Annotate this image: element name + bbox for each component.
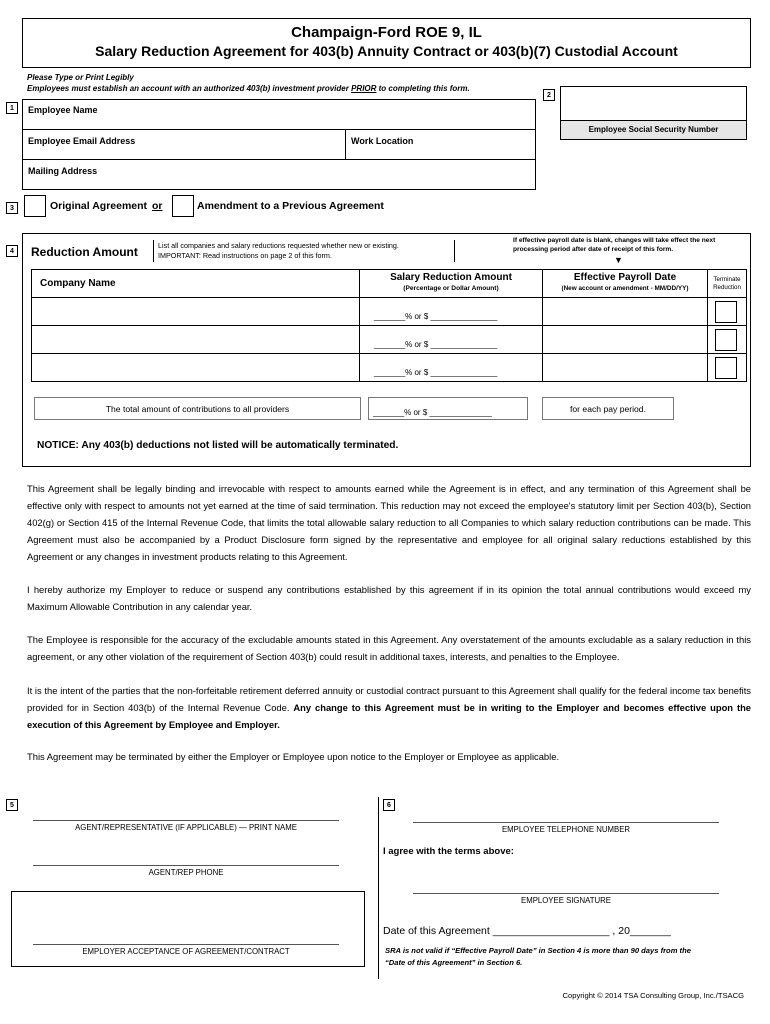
section-4-number: 4 — [6, 245, 18, 257]
agree-terms-label: I agree with the terms above: — [383, 846, 514, 857]
terminate-cell-2 — [707, 325, 747, 354]
terminate-cell-1 — [707, 297, 747, 326]
work-location-label: Work Location — [351, 136, 414, 146]
provider-note-c: to completing this form. — [376, 84, 470, 93]
section-1-number: 1 — [6, 102, 18, 114]
per-pay-period-label: for each pay period. — [570, 404, 646, 414]
employer-acceptance-line — [33, 944, 339, 945]
agreement-date-field[interactable]: Date of this Agreement ____________________ , 20_______ — [383, 925, 671, 937]
terminate-cell-3 — [707, 353, 747, 382]
intent-bold-text: Any change to this Agreement must be in writing to the Employer and becomes effective upon the execution of this Agreement by Employee and Employer. — [27, 702, 752, 730]
salary-fill-2: _______% or $ _______________ — [374, 340, 498, 349]
total-contributions-label: The total amount of contributions to all providers — [105, 404, 290, 414]
terminate-checkbox-1[interactable] — [715, 301, 737, 323]
provider-note-a: Employees must establish an account with an authorized 403(b) investment provider — [27, 84, 352, 93]
total-fill: _______% or $ ______________ — [373, 408, 492, 417]
intent-paragraph — [27, 682, 751, 733]
sra-validity-note-line1: SRA is not valid if “Effective Payroll Date” in Section 4 is more than 90 days from the — [385, 946, 691, 955]
col-company-label: Company Name — [40, 278, 116, 289]
payroll-date-input-3[interactable] — [542, 353, 708, 382]
reduction-amount-title: Reduction Amount — [31, 245, 138, 259]
employee-signature-line[interactable] — [413, 893, 719, 894]
section-3-number: 3 — [6, 202, 18, 214]
provider-note — [27, 84, 470, 93]
intent-text: It is the intent of the parties that the non-forfeitable retirement deferred annuity or custodial contract pursuant to this Agreement shall qualify for the federal income tax benefits provided for in Section 403(b) of the Internal Revenue Code. — [27, 685, 751, 713]
mailing-address-label: Mailing Address — [28, 166, 98, 176]
company-name-input-2[interactable] — [31, 325, 360, 354]
employee-phone-caption: EMPLOYEE TELEPHONE NUMBER — [501, 825, 631, 834]
bracket-line1: List all companies and salary reductions requested whether new or existing. — [158, 241, 399, 250]
agent-phone-line — [33, 865, 339, 866]
ssn-field[interactable] — [560, 86, 747, 121]
col-term-label2: Reduction — [713, 284, 741, 291]
per-pay-period-box — [542, 397, 674, 420]
mailing-address-field[interactable] — [22, 159, 536, 190]
authorization-paragraph: I hereby authorize my Employer to reduce or suspend any contributions established by this agreement if in its opinion the total annual contributions would exceed my Maximum Allowable Contribution in any calendar year. — [27, 584, 751, 612]
section-4-box — [22, 233, 751, 467]
amendment-label: Amendment to a Previous Agreement — [197, 200, 384, 212]
header-box — [22, 18, 751, 68]
section-6-number: 6 — [383, 799, 395, 811]
amendment-checkbox[interactable] — [172, 195, 194, 217]
col-term-label1: Terminate — [713, 276, 741, 283]
print-legibly-note: Please Type or Print Legibly — [27, 73, 134, 82]
salary-fill-1: _______% or $ _______________ — [374, 312, 498, 321]
payroll-note-line1: If effective payroll date is blank, changes will take effect the next — [513, 237, 716, 244]
table-header-company — [31, 269, 360, 298]
work-location-field[interactable] — [345, 129, 536, 160]
col-date-label: Effective Payroll Date — [573, 272, 677, 283]
employee-signature-caption: EMPLOYEE SIGNATURE — [521, 896, 611, 905]
or-label: or — [152, 200, 163, 212]
form-title-line2: Salary Reduction Agreement for 403(b) Annuity Contract or 403(b)(7) Custodial Account — [95, 43, 678, 59]
original-agreement-label: Original Agreement — [50, 200, 148, 212]
company-name-input-3[interactable] — [31, 353, 360, 382]
provider-note-prior: PRIOR — [351, 84, 377, 93]
employee-name-field[interactable] — [22, 99, 536, 130]
sra-validity-note-line2: “Date of this Agreement” in Section 6. — [385, 958, 523, 967]
salary-amount-input-2[interactable] — [359, 325, 543, 354]
payroll-note-line2: processing period after date of receipt of this form. — [513, 246, 674, 253]
employee-phone-line — [413, 822, 719, 823]
col-salary-sub: (Percentage or Dollar Amount) — [403, 285, 499, 292]
employee-email-label: Employee Email Address — [28, 136, 136, 146]
col-date-sub: (New account or amendment - MM/DD/YY) — [561, 285, 689, 292]
termination-paragraph: This Agreement may be terminated by either the Employer or Employee upon notice to the Employer or Employee as applicable. — [27, 751, 560, 762]
table-header-date — [542, 269, 708, 298]
section-5-number: 5 — [6, 799, 18, 811]
table-header-salary — [359, 269, 543, 298]
employee-name-label: Employee Name — [28, 105, 98, 115]
bracket-line2: IMPORTANT: Read instructions on page 2 of this form. — [158, 251, 332, 260]
ssn-label-box — [560, 120, 747, 140]
agent-phone-caption: AGENT/REP PHONE — [148, 868, 224, 877]
employer-acceptance-box[interactable] — [11, 891, 365, 967]
ssn-label: Employee Social Security Number — [588, 125, 719, 134]
section-2-number: 2 — [543, 89, 555, 101]
terminate-checkbox-2[interactable] — [715, 329, 737, 351]
payroll-date-input-1[interactable] — [542, 297, 708, 326]
responsibility-paragraph: The Employee is responsible for the accuracy of the excludable amounts stated in this Agreement. Any overstatement of the amounts excludable as a salary reduction in this agreement, or any other violation of the requirement of Section 403(b) could result in additional taxes, interests, and penalties to the Employee. — [27, 634, 751, 662]
binding-paragraph: This Agreement shall be legally binding and irrevocable with respect to amounts earned while the Agreement is in effect, and any termination of this Agreement shall be effective only with respect to amounts not yet earned at the time of said termination. This reduction may not exceed the employee's statutory limit per Section 403(b), Section 402(g) or Section 415 of the Internal Revenue Code, that limits the total allowable salary reduction to all Companies to which salary reduction contributions can be made. This Agreement must also be accompanied by a Product Disclosure form signed by the representative and employee for all original salary reductions established by this Agreement or any changes in investment products relating to this Agreement. — [27, 483, 751, 562]
salary-amount-input-1[interactable] — [359, 297, 543, 326]
employee-email-field[interactable] — [22, 129, 346, 160]
agent-name-caption: AGENT/REPRESENTATIVE (IF APPLICABLE) — PRINT NAME — [75, 823, 297, 832]
total-amount-input[interactable] — [368, 397, 528, 420]
salary-fill-3: _______% or $ _______________ — [374, 368, 498, 377]
section-6-divider — [378, 797, 379, 979]
down-arrow-icon: ▼ — [614, 255, 623, 265]
deductions-notice: NOTICE: Any 403(b) deductions not listed will be automatically terminated. — [37, 440, 399, 451]
form-title-line1: Champaign-Ford ROE 9, IL — [291, 24, 482, 41]
salary-amount-input-3[interactable] — [359, 353, 543, 382]
copyright-text: Copyright © 2014 TSA Consulting Group, Inc./TSACG — [562, 991, 744, 1000]
table-header-terminate — [707, 269, 747, 298]
original-agreement-checkbox[interactable] — [24, 195, 46, 217]
agent-name-line — [33, 820, 339, 821]
col-salary-label: Salary Reduction Amount — [390, 272, 512, 283]
total-contributions-box — [34, 397, 361, 420]
terminate-checkbox-3[interactable] — [715, 357, 737, 379]
company-name-input-1[interactable] — [31, 297, 360, 326]
payroll-date-input-2[interactable] — [542, 325, 708, 354]
employer-acceptance-caption: EMPLOYER ACCEPTANCE OF AGREEMENT/CONTRACT — [82, 947, 290, 956]
